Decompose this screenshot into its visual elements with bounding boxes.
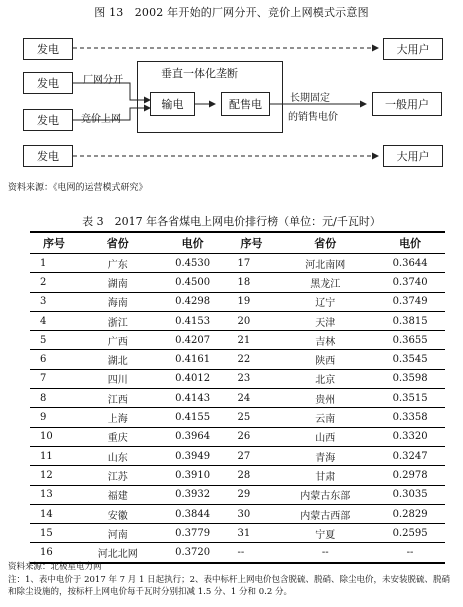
table-row: [30, 254, 445, 273]
cell-province: 浙江: [78, 311, 158, 330]
cell-rank: 23: [228, 369, 276, 388]
cell-rank: 30: [228, 504, 276, 523]
cell-province: 江苏: [78, 466, 158, 485]
table-row: [30, 311, 445, 330]
cell-rank: --: [228, 543, 276, 563]
table-row: [30, 504, 445, 523]
cell-price: 0.3320: [375, 427, 445, 446]
header-rank-right: 序号: [228, 232, 276, 254]
cell-province: 辽宁: [275, 292, 375, 311]
cell-province: 贵州: [275, 389, 375, 408]
coal-power-price-table: [30, 231, 445, 564]
header-province-right: 省份: [275, 232, 375, 254]
cell-price: 0.3910: [158, 466, 228, 485]
cell-price: 0.4530: [158, 254, 228, 273]
cell-rank: 22: [228, 350, 276, 369]
big-user-box-top: 大用户: [383, 38, 443, 60]
cell-province: 黑龙江: [275, 273, 375, 292]
table-row: [30, 331, 445, 350]
cell-rank: 7: [30, 369, 78, 388]
cell-rank: 12: [30, 466, 78, 485]
cell-price: 0.3655: [375, 331, 445, 350]
table-row: [30, 292, 445, 311]
table-row: [30, 466, 445, 485]
cell-price: 0.2595: [375, 524, 445, 543]
table-row: [30, 446, 445, 465]
cell-province: 广东: [78, 254, 158, 273]
table-source: 资料来源：北极星电力网: [8, 562, 102, 572]
label-plant-grid-separation: 厂网分开: [83, 75, 123, 86]
cell-province: 云南: [275, 408, 375, 427]
cell-province: 福建: [78, 485, 158, 504]
cell-province: 青海: [275, 446, 375, 465]
cell-price: 0.3779: [158, 524, 228, 543]
cell-price: 0.3932: [158, 485, 228, 504]
distribution-box: 配售电: [221, 92, 270, 116]
cell-rank: 19: [228, 292, 276, 311]
header-rank-left: 序号: [30, 232, 78, 254]
header-price-left: 电价: [158, 232, 228, 254]
cell-province: 海南: [78, 292, 158, 311]
cell-province: 甘肃: [275, 466, 375, 485]
cell-province: 河北南网: [275, 254, 375, 273]
cell-rank: 16: [30, 543, 78, 563]
cell-rank: 2: [30, 273, 78, 292]
generator-box-2: 发电: [23, 72, 73, 94]
cell-price: 0.3644: [375, 254, 445, 273]
cell-province: 四川: [78, 369, 158, 388]
market-model-diagram: [0, 0, 463, 200]
cell-province: 宁夏: [275, 524, 375, 543]
table-row: [30, 408, 445, 427]
cell-price: 0.4143: [158, 389, 228, 408]
cell-price: 0.4161: [158, 350, 228, 369]
cell-province: 江西: [78, 389, 158, 408]
cell-price: 0.3749: [375, 292, 445, 311]
table-row: [30, 485, 445, 504]
generator-box-4: 发电: [23, 145, 73, 167]
cell-price: 0.3035: [375, 485, 445, 504]
big-user-box-bottom: 大用户: [383, 145, 443, 167]
cell-province: 北京: [275, 369, 375, 388]
cell-price: 0.3598: [375, 369, 445, 388]
cell-rank: 3: [30, 292, 78, 311]
cell-rank: 4: [30, 311, 78, 330]
cell-rank: 17: [228, 254, 276, 273]
table-row: [30, 350, 445, 369]
cell-price: 0.4012: [158, 369, 228, 388]
cell-rank: 8: [30, 389, 78, 408]
cell-province: 重庆: [78, 427, 158, 446]
cell-province: 河北北网: [78, 543, 158, 563]
cell-price: 0.3720: [158, 543, 228, 563]
cell-rank: 10: [30, 427, 78, 446]
cell-price: 0.3545: [375, 350, 445, 369]
cell-rank: 24: [228, 389, 276, 408]
cell-rank: 21: [228, 331, 276, 350]
cell-province: 陕西: [275, 350, 375, 369]
cell-rank: 25: [228, 408, 276, 427]
generator-box-1: 发电: [23, 38, 73, 60]
cell-price: 0.4153: [158, 311, 228, 330]
cell-province: 天津: [275, 311, 375, 330]
fixed-price-label-line2: 的销售电价: [288, 112, 338, 123]
header-price-right: 电价: [375, 232, 445, 254]
cell-price: 0.4207: [158, 331, 228, 350]
fixed-price-label-line1: 长期固定: [290, 93, 330, 104]
cell-rank: 18: [228, 273, 276, 292]
table-note: 注：1、表中电价于 2017 年 7 月 1 日起执行；2、表中标杆上网电价包含脱硫、脱硝、除尘电价，未安装脱硫、脱硝和除尘设施的，按标杆上网电价每千瓦时分别扣减 1.5 分、1 分和 0.2 分。: [8, 575, 450, 597]
cell-province: 内蒙古东部: [275, 485, 375, 504]
table-header-row: [30, 232, 445, 254]
table-row: [30, 427, 445, 446]
cell-province: 湖北: [78, 350, 158, 369]
cell-price: 0.3515: [375, 389, 445, 408]
cell-province: 河南: [78, 524, 158, 543]
cell-price: 0.3247: [375, 446, 445, 465]
cell-province: 山西: [275, 427, 375, 446]
cell-price: 0.3844: [158, 504, 228, 523]
cell-price: 0.4155: [158, 408, 228, 427]
label-competitive-bidding: 竞价上网: [81, 114, 121, 125]
cell-rank: 5: [30, 331, 78, 350]
table-row: [30, 389, 445, 408]
integrated-monopoly-label: 垂直一体化垄断: [161, 67, 238, 80]
cell-province: 广西: [78, 331, 158, 350]
cell-price: 0.3358: [375, 408, 445, 427]
figure-source: 资料来源：《电网的运营模式研究》: [8, 183, 148, 193]
cell-rank: 28: [228, 466, 276, 485]
cell-rank: 13: [30, 485, 78, 504]
cell-rank: 26: [228, 427, 276, 446]
cell-rank: 1: [30, 254, 78, 273]
cell-price: 0.2829: [375, 504, 445, 523]
cell-rank: 29: [228, 485, 276, 504]
table-row: [30, 369, 445, 388]
cell-province: 内蒙古西部: [275, 504, 375, 523]
cell-price: 0.2978: [375, 466, 445, 485]
cell-price: 0.3740: [375, 273, 445, 292]
cell-rank: 11: [30, 446, 78, 465]
cell-price: 0.4298: [158, 292, 228, 311]
cell-price: 0.3964: [158, 427, 228, 446]
cell-price: 0.3949: [158, 446, 228, 465]
cell-rank: 15: [30, 524, 78, 543]
cell-rank: 6: [30, 350, 78, 369]
table-row: [30, 524, 445, 543]
cell-rank: 27: [228, 446, 276, 465]
cell-rank: 14: [30, 504, 78, 523]
cell-rank: 20: [228, 311, 276, 330]
cell-province: 安徽: [78, 504, 158, 523]
generator-box-3: 发电: [23, 109, 73, 131]
header-province-left: 省份: [78, 232, 158, 254]
cell-price: --: [375, 543, 445, 563]
transmission-box: 输电: [150, 92, 195, 116]
table-row: [30, 543, 445, 563]
cell-province: 吉林: [275, 331, 375, 350]
cell-rank: 31: [228, 524, 276, 543]
cell-price: 0.3815: [375, 311, 445, 330]
table-title: 表 3 2017 年各省煤电上网电价排行榜（单位：元/千瓦时）: [82, 215, 381, 228]
figure-title: 图 13 2002 年开始的厂网分开、竞价上网模式示意图: [94, 6, 369, 19]
table-row: [30, 273, 445, 292]
cell-rank: 9: [30, 408, 78, 427]
cell-province: 山东: [78, 446, 158, 465]
cell-price: 0.4500: [158, 273, 228, 292]
cell-province: 湖南: [78, 273, 158, 292]
cell-province: 上海: [78, 408, 158, 427]
cell-province: --: [275, 543, 375, 563]
general-user-box: 一般用户: [372, 92, 442, 116]
